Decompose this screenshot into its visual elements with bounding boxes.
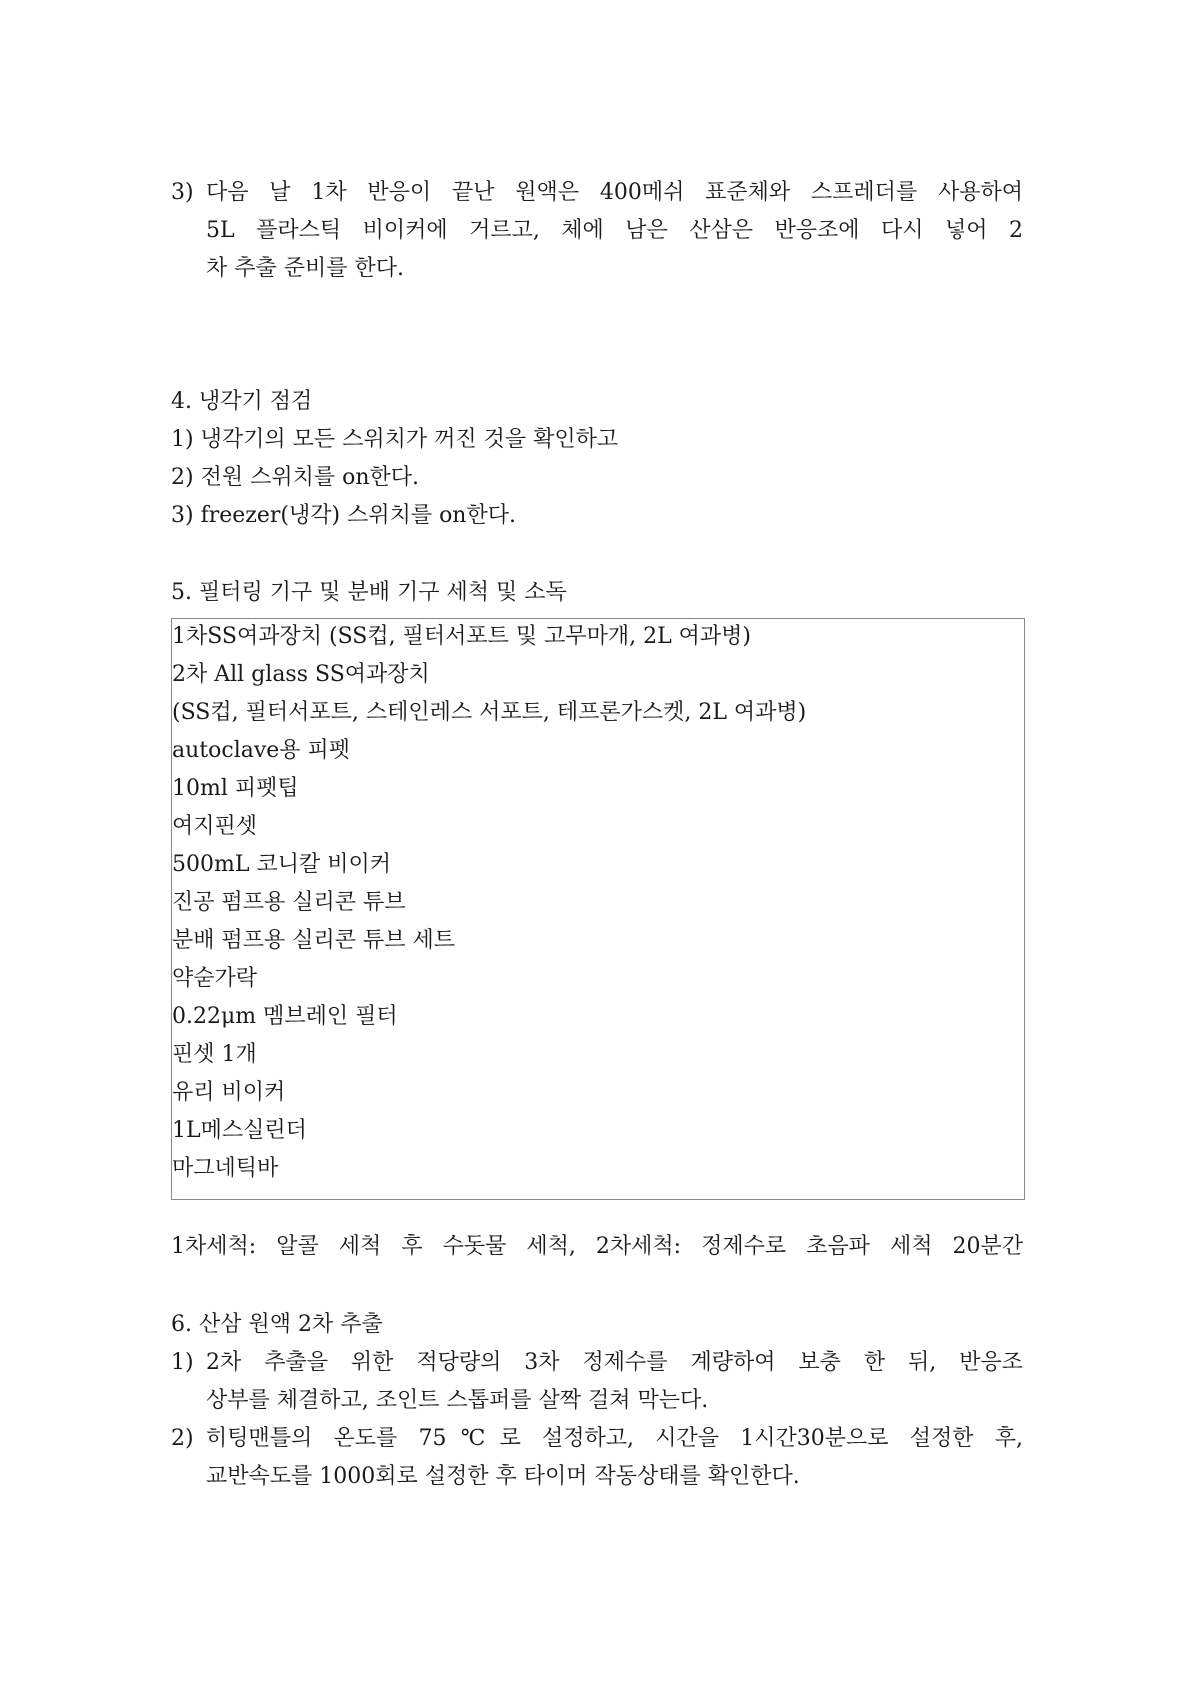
paragraph-line: 상부를 체결하고, 조인트 스톱퍼를 살짝 걸쳐 막는다. [206, 1388, 709, 1413]
equipment-item: 핀셋 1개 [172, 1042, 257, 1067]
section6-item-2 [171, 1422, 1023, 1494]
equipment-item: (SS컵, 필터서포트, 스테인레스 서포트, 테프론가스켓, 2L 여과병) [172, 700, 807, 725]
paragraph-line: 5L 플라스틱 비이커에 거르고, 체에 남은 산삼은 반응조에 다시 넣어 2 [206, 218, 1023, 243]
section4-item: 2) 전원 스위치를 on한다. [171, 465, 419, 490]
paragraph-line: 히팅맨틀의 온도를 75℃로 설정하고, 시간을 1시간30분으로 설정한 후, [206, 1426, 1023, 1451]
equipment-item: 분배 펌프용 실리콘 튜브 세트 [172, 928, 455, 953]
equipment-list-box [171, 618, 1025, 1200]
paragraph-line: 차 추출 준비를 한다. [206, 256, 404, 281]
section3-item-3 [171, 176, 1023, 286]
item-number: 1) [171, 1350, 194, 1375]
paragraph-line: 2차 추출을 위한 적당량의 3차 정제수를 계량하여 보충 한 뒤, 반응조 [206, 1350, 1023, 1375]
equipment-item: 0.22μm 멤브레인 필터 [172, 1004, 398, 1029]
equipment-item: 1차SS여과장치 (SS컵, 필터서포트 및 고무마개, 2L 여과병) [172, 624, 752, 649]
equipment-item: autoclave용 피펫 [172, 738, 351, 763]
section4-item: 3) freezer(냉각) 스위치를 on한다. [171, 503, 516, 528]
equipment-item: 유리 비이커 [172, 1080, 286, 1105]
equipment-item: 여지핀셋 [172, 814, 258, 839]
paragraph-line: 다음 날 1차 반응이 끝난 원액은 400메쉬 표준체와 스프레더를 사용하여 [206, 180, 1023, 205]
paragraph-line: 교반속도를 1000회로 설정한 후 타이머 작동상태를 확인한다. [206, 1464, 800, 1489]
equipment-item: 500mL 코니칼 비이커 [172, 852, 391, 877]
section5-title: 5. 필터링 기구 및 분배 기구 세척 및 소독 [171, 580, 567, 605]
equipment-item: 1L메스실린더 [172, 1118, 307, 1143]
section4-item: 1) 냉각기의 모든 스위치가 꺼진 것을 확인하고 [171, 427, 619, 452]
equipment-item: 마그네틱바 [172, 1156, 279, 1181]
equipment-item: 진공 펌프용 실리콘 튜브 [172, 890, 406, 915]
section4-title: 4. 냉각기 점검 [171, 389, 313, 414]
equipment-item: 10ml 피펫팁 [172, 776, 299, 801]
equipment-item: 2차 All glass SS여과장치 [172, 662, 430, 687]
cleaning-note: 1차세척: 알콜 세척 후 수돗물 세척, 2차세척: 정제수로 초음파 세척 20분간 [171, 1234, 1023, 1259]
item-number: 2) [171, 1426, 194, 1451]
section6-item-1 [171, 1346, 1023, 1418]
section6-title: 6. 산삼 원액 2차 추출 [171, 1312, 383, 1337]
equipment-item: 약숟가락 [172, 966, 258, 991]
item-number: 3) [171, 180, 194, 205]
